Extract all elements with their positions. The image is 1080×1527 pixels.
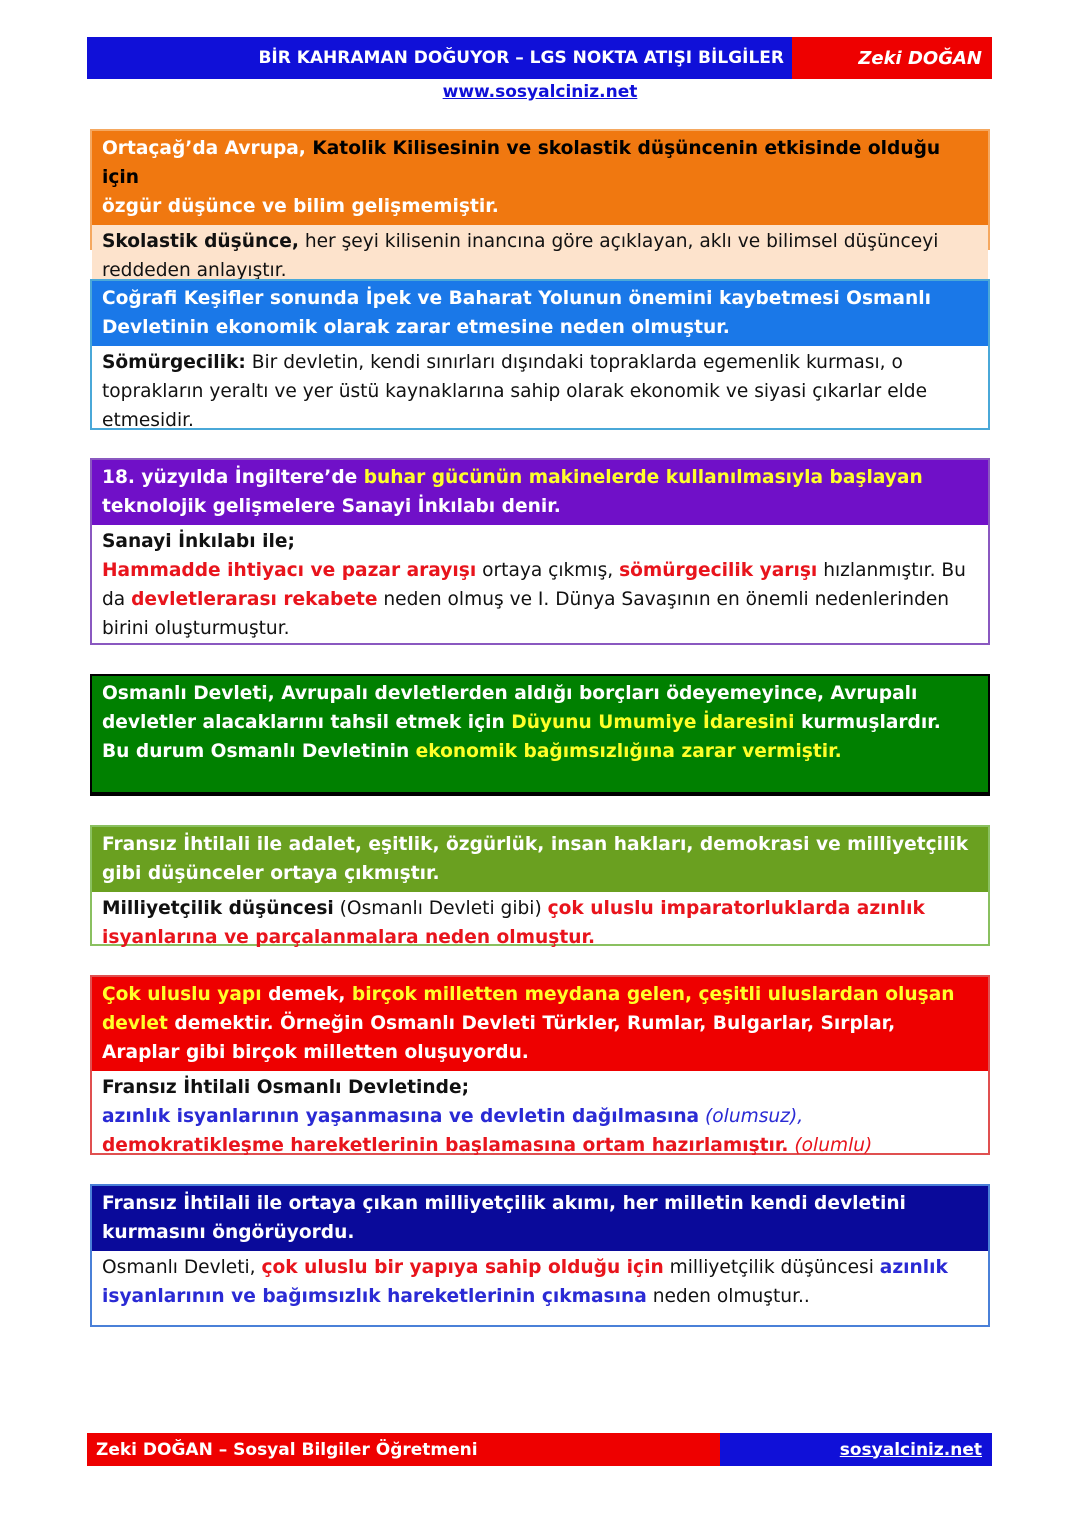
header-website-link[interactable]: www.sosyalciniz.net — [442, 82, 638, 102]
info-box-industrial-revolution — [90, 458, 990, 645]
box-heading: 18. yüzyılda İngiltere’de buhar gücünün makinelerde kullanılmasıyla başlayan teknolojik gelişmelere Sanayi İnkılabı denir. — [92, 460, 988, 525]
info-box-geographic-discoveries — [90, 279, 990, 430]
page-header — [87, 37, 992, 79]
info-box-duyunu-umumiye — [90, 674, 990, 796]
header-author: Zeki DOĞAN — [792, 37, 992, 79]
info-box-multinational-structure — [90, 975, 990, 1155]
box-body: Fransız İhtilali Osmanlı Devletinde; azınlık isyanlarının yaşanmasına ve devletin dağılmasına (olumsuz), demokratikleşme hareketlerinin başlamasına ortam hazırlamıştır. (olumlu) — [102, 1077, 873, 1156]
box-body: Skolastik düşünce, her şeyi kilisenin inancına göre açıklayan, aklı ve bilimsel düşünceyi reddeden anlayıştır. — [92, 225, 988, 289]
box-body: Sömürgecilik: Bir devletin, kendi sınırları dışındaki topraklarda egemenlik kurması, o toprakların yeraltı ve yer üstü kaynaklarına sahip olarak ekonomik ve siyasi çıkarlar elde etmesidir. — [102, 352, 928, 431]
box-heading: Ortaçağ’da Avrupa, Katolik Kilisesinin ve skolastik düşüncenin etkisinde olduğu için özgür düşünce ve bilim gelişmemiştir. — [92, 131, 988, 225]
info-box-french-revolution-ideas — [90, 825, 990, 946]
info-box-nationalism — [90, 1184, 990, 1327]
box-body: Osmanlı Devleti, çok uluslu bir yapıya sahip olduğu için milliyetçilik düşüncesi azınlık isyanlarının ve bağımsızlık hareketlerinin çıkmasına neden olmuştur.. — [102, 1257, 948, 1307]
header-title: BİR KAHRAMAN DOĞUYOR – LGS NOKTA ATIŞI BİLGİLER — [87, 37, 792, 79]
footer-website-link[interactable]: sosyalciniz.net — [720, 1433, 992, 1466]
box-heading: Fransız İhtilali ile adalet, eşitlik, özgürlük, insan hakları, demokrasi ve milliyetçilik gibi düşünceler ortaya çıkmıştır. — [92, 827, 988, 892]
box-body: Sanayi İnkılabı ile; Hammadde ihtiyacı ve pazar arayışı ortaya çıkmış, sömürgecilik yarışı hızlanmıştır. Bu da devletlerarası rekabete neden olmuş ve I. Dünya Savaşının en önemli nedenlerinden birini oluşturmuştur. — [102, 531, 966, 639]
box-heading: Çok uluslu yapı demek, birçok milletten meydana gelen, çeşitli uluslardan oluşan devlet demektir. Örneğin Osmanlı Devleti Türkler, Rumlar, Bulgarlar, Sırplar, Araplar gibi birçok milletten oluşuyordu. — [92, 977, 988, 1071]
box-body: Milliyetçilik düşüncesi (Osmanlı Devleti gibi) çok uluslu imparatorluklarda azınlık isyanlarına ve parçalanmalara neden olmuştur. — [102, 898, 925, 948]
box-heading: Fransız İhtilali ile ortaya çıkan milliyetçilik akımı, her milletin kendi devletini kurmasını öngörüyordu. — [92, 1186, 988, 1251]
page-footer — [87, 1433, 992, 1466]
box-text: Osmanlı Devleti, Avrupalı devletlerden aldığı borçları ödeyemeyince, Avrupalı devletler alacaklarını tahsil etmek için Düyunu Umumiye İdaresini kurmuşlardır. Bu durum Osmanlı Devletinin ekonomik bağımsızlığına zarar vermiştir. — [102, 683, 941, 762]
footer-author: Zeki DOĞAN – Sosyal Bilgiler Öğretmeni — [87, 1433, 720, 1466]
box-heading: Coğrafi Keşifler sonunda İpek ve Baharat Yolunun önemini kaybetmesi Osmanlı Devletinin ekonomik olarak zarar etmesine neden olmuştur. — [92, 281, 988, 346]
info-box-middle-ages — [90, 129, 990, 281]
